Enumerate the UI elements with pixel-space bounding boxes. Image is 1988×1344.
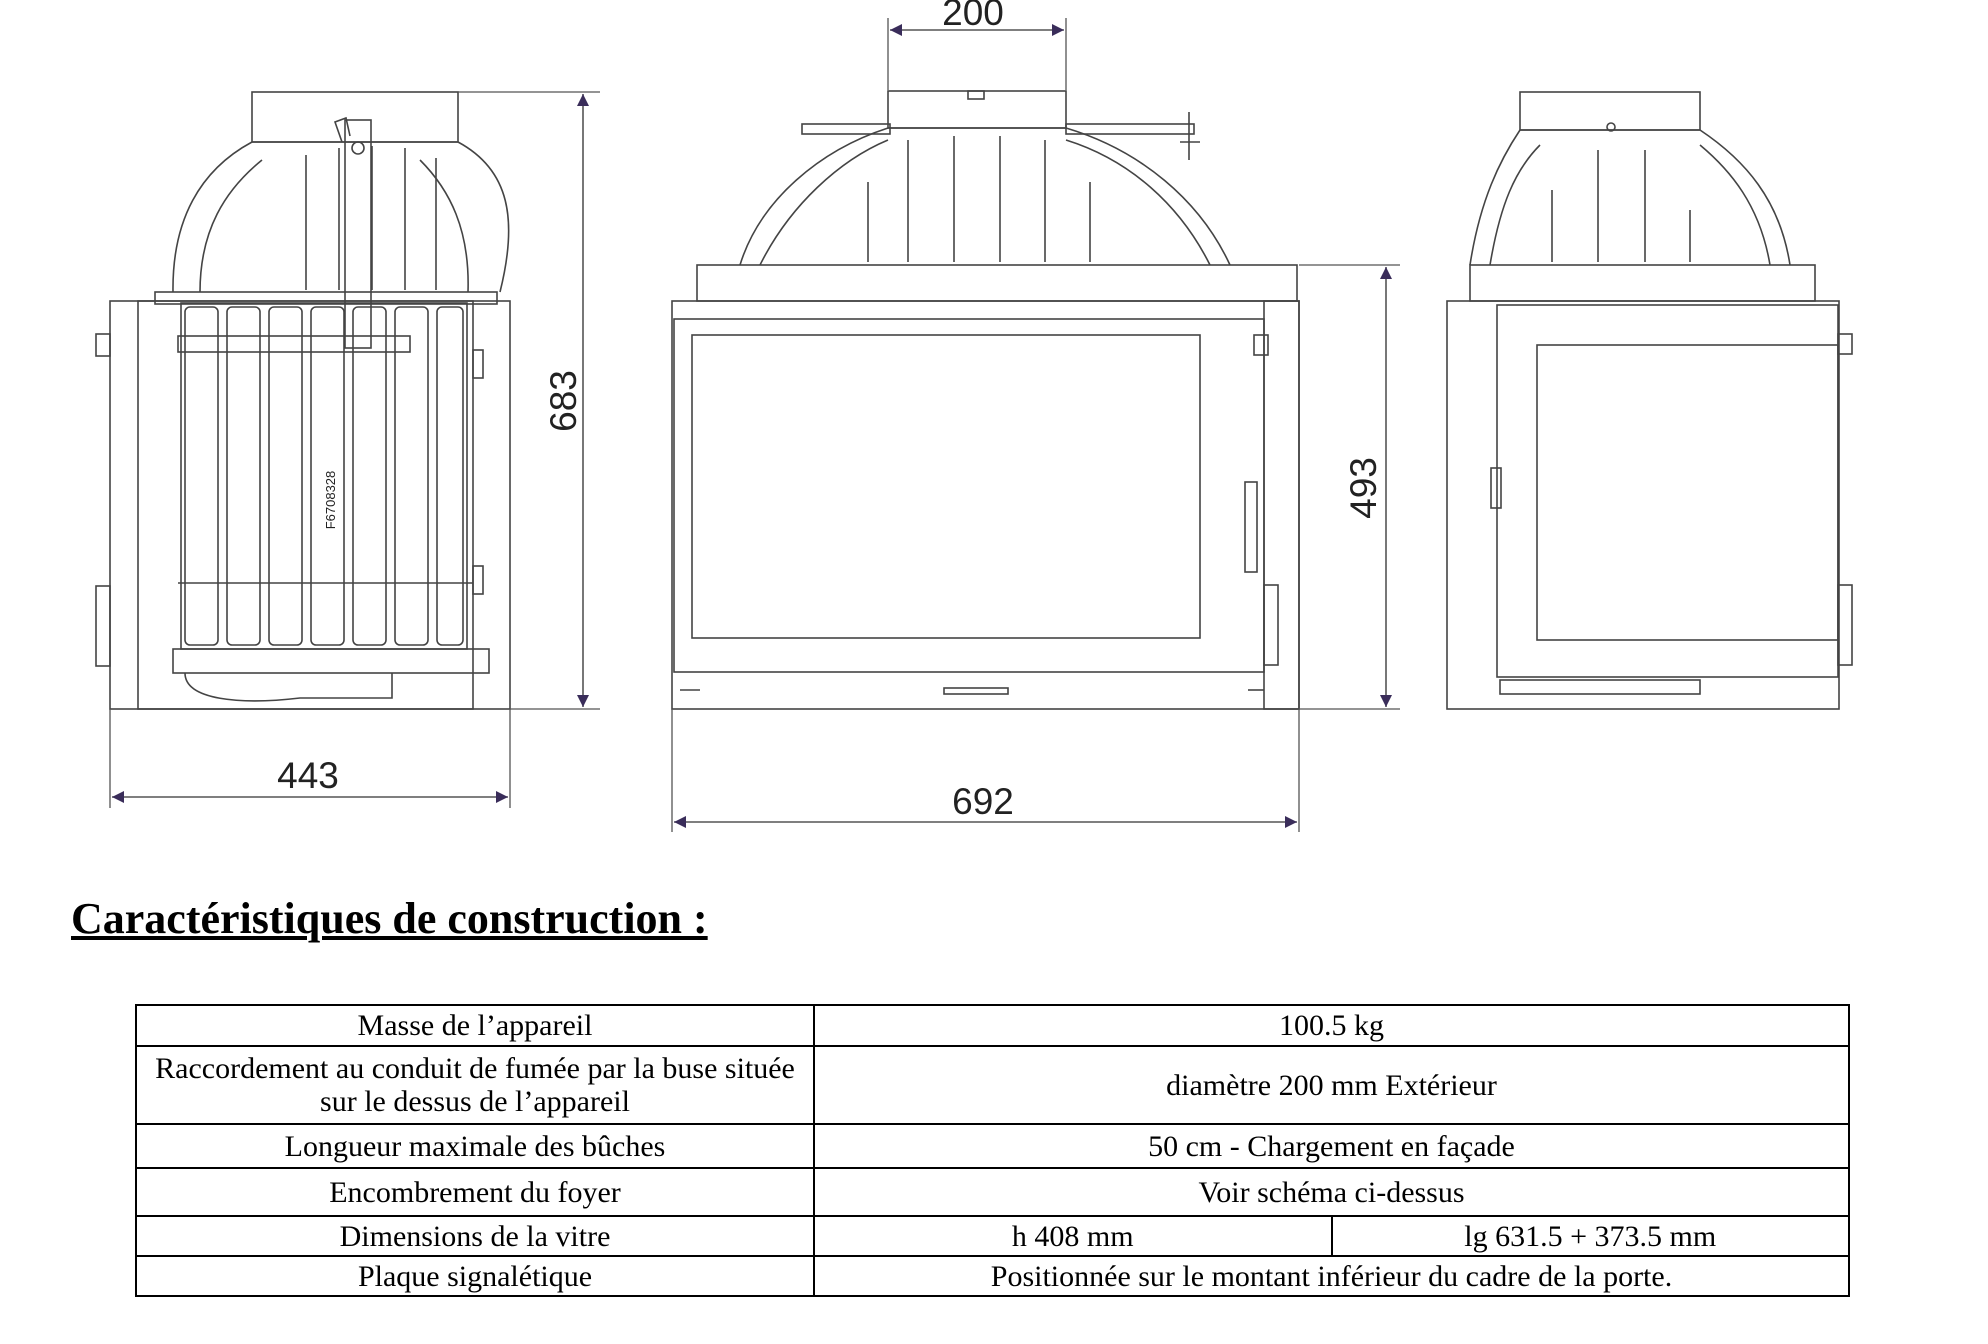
spec-label: Dimensions de la vitre: [136, 1216, 814, 1256]
dim-flue-width: 200: [942, 0, 1004, 33]
spec-value: 100.5 kg: [814, 1005, 1849, 1046]
spec-label: Masse de l’appareil: [136, 1005, 814, 1046]
spec-value-length: lg 631.5 + 373.5 mm: [1332, 1216, 1850, 1256]
table-row: [136, 1216, 1849, 1256]
specs-table: [135, 1004, 1850, 1297]
spec-value: Voir schéma ci-dessus: [814, 1168, 1849, 1216]
spec-label: Raccordement au conduit de fumée par la buse située sur le dessus de l’appareil: [136, 1046, 814, 1124]
dim-front-width: 692: [952, 781, 1014, 822]
plate-code-text: F6708328: [323, 470, 338, 530]
side-view: [96, 92, 510, 709]
spec-value: 50 cm - Chargement en façade: [814, 1124, 1849, 1168]
dim-body-height: 493: [1343, 457, 1384, 519]
table-row: [136, 1124, 1849, 1168]
right-side-view: [1447, 92, 1852, 709]
front-view: [672, 91, 1299, 709]
dim-total-height: 683: [543, 370, 584, 432]
table-row: [136, 1256, 1849, 1296]
spec-value: Positionnée sur le montant inférieur du cadre de la porte.: [814, 1256, 1849, 1296]
table-row: [136, 1005, 1849, 1046]
table-row: [136, 1168, 1849, 1216]
spec-label: Plaque signalétique: [136, 1256, 814, 1296]
spec-value: diamètre 200 mm Extérieur: [814, 1046, 1849, 1124]
section-heading: Caractéristiques de construction :: [71, 894, 708, 943]
table-row: [136, 1046, 1849, 1124]
dim-side-depth: 443: [277, 755, 339, 796]
dimension-lines: [112, 30, 1386, 822]
spec-label: Longueur maximale des bûches: [136, 1124, 814, 1168]
extension-lines: [110, 18, 1400, 832]
front-view-ribs: [868, 136, 1090, 262]
spec-label: Encombrement du foyer: [136, 1168, 814, 1216]
right-view-ribs: [1552, 150, 1690, 262]
spec-value-height: h 408 mm: [814, 1216, 1332, 1256]
